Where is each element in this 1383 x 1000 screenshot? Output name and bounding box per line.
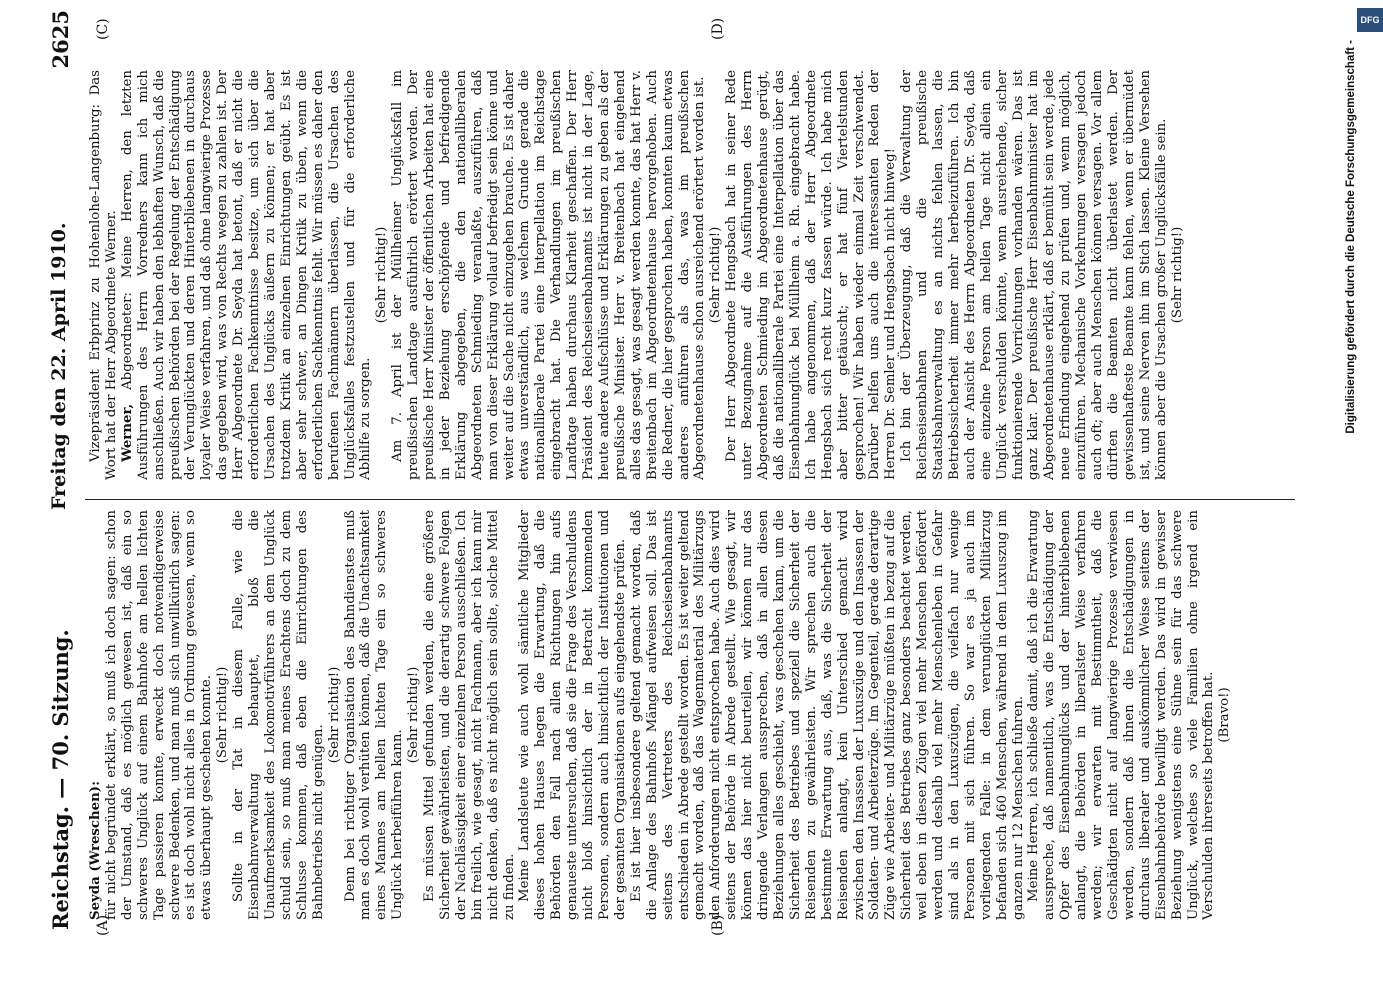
paragraph: Abgeordneter: Meine Herren, den letzten Ausführungen des Herrn Vorredners kann ich mich anschließen. Auch wir haben den lebhaften Wunsch, daß die preußischen Behörden bei der Regelung der Entschädigung der Verunglückten und deren Hinterbliebenen in durchaus loyaler Weise verfahren, und daß ohne langwierige Prozesse das gegeben wird, was von Rechts wegen zu zahlen ist. Der Herr Abgeordnete Dr. Seyda hat betont, daß er nicht die erforderlichen Fachkenntnisse besitze, um sich über die Ursachen des Unglücks äußern zu können; er hat aber trotzdem Kritik an einzelnen Einrichtungen geübt. Es ist aber sehr schwer, an Dingen Kritik zu üben, wenn die erforderlichen Sachkenntnis fehlt. Wir müssen es daher den berufenen Fachmännern überlassen, die Ursachen des Unglücksfalles festzustellen und für die erforderliche Abhilfe zu sorgen. xyxy=(119,70,374,480)
paragraph: Vizepräsident Erbprinz zu Hohenlohe-Langenburg: Das Wort hat der Herr Abgeordnete Werner. xyxy=(88,70,119,480)
paragraph: Meine Herren, ich schließe damit, daß ich die Erwartung ausspreche, daß namentlich, was die Entschädigung der Opfer des Eisenbahnunglücks und der hinterbliebenen anlangt, die Behörden in liberalster Weise verfahren werden; wir erwarten mit Bestimmtheit, daß die Geschädigten nicht auf langwierige Prozesse verwiesen werden, sondern daß ihnen die Entschädigungen in durchaus liberaler und auskömmlicher Weise seitens der Eisenbahnbehörde bewilligt werden. Das wird in gewisser Beziehung wenigstens eine Sühne sein für das schwere Unglück, welches so viele Familien ohne irgend ein Verschulden ihrerseits betroffen hat. xyxy=(1026,510,1217,920)
digitization-note xyxy=(1345,40,1383,960)
paragraph: Am 7. April ist der Müllheimer Unglücksfall im preußischen Landtage ausführlich erörtert worden. Der preußische Herr Minister der öffentlichen Arbeiten hat eine in jeder Beziehung erschöpfende und befriedigende Erklärung abgegeben, die den nationalliberalen Abgeordneten Schmieding veranlaßte, auszuführen, daß man von dieser Erklärung vollauf befriedigt sein könne und weiter auf die Sache nicht einzugehen brauche. Es ist daher etwas unverständlich, aus welchem Grunde gerade die nationalliberale Partei eine Interpellation im Reichstage eingebracht hat. Die Verhandlungen im preußischen Landtage haben durchaus Klarheit geschaffen. Der Herr Präsident des Reichseisenbahnamts ist nicht in der Lage, heute andere Aufschlüsse und Erklärungen zu geben als der preußische Minister. Herr v. Breitenbach hat eingehend alles das gesagt, was gesagt werden konnte, das hat Herr v. Breitenbach im Abgeordnetenhause hervorgehoben. Auch die Redner, die hier gesprochen haben, konnten kaum etwas anderes anführen als das, was im preußischen Abgeordnetenhause schon ausreichend erörtert worden ist. xyxy=(390,70,708,480)
margin-mark-d: (D) xyxy=(710,17,726,40)
page-number: 2625 xyxy=(48,10,73,69)
interjection: (Sehr richtig!) xyxy=(406,666,422,764)
paragraph: Der Herr Abgeordnete Hengsbach hat in seiner Rede unter Bezugnahme auf die Ausführungen des Herrn Abgeordneten Schmieding im Abgeordnetenhause gerügt, daß die nationalliberale Partei eine Interpellation über das Eisenbahnunglück bei Müllheim a. Rh. eingebracht habe. Ich habe angenommen, daß der Herr Abgeordnete Hengsbach sich recht kurz fassen würde. Ich habe mich aber bitter getäuscht; er hat fünf Viertelstunden gesprochen! Wir haben wieder einmal Zeit verschwendet. Darüber helfen uns auch die interessanten Reden der Herren Dr. Semler und Hengsbach nicht hinweg! xyxy=(724,70,899,480)
header-date: Freitag den 22. April 1910. xyxy=(48,222,70,510)
page-header xyxy=(40,10,84,930)
interjection: (Sehr richtig!) xyxy=(374,226,390,324)
column-rule xyxy=(85,499,1295,500)
interjection: (Sehr richtig!) xyxy=(1169,226,1185,324)
margin-mark-c: (C) xyxy=(95,18,111,40)
interjection: (Bravo!) xyxy=(1217,687,1233,743)
margin-mark-a: (A) xyxy=(95,914,111,936)
paragraph: für nicht begründet erklärt, so muß ich doch sagen: schon der Umstand, daß es möglich gewesen ist, daß ein so schweres Unglück auf einem Bahnhofe am hellen lichten Tage passieren konnte, erweckt doch notwendigerweise schwere Bedenken, und man muß sich unwillkürlich sagen: es ist doch wohl nicht alles in Ordnung gewesen, wenn so etwas überhaupt geschehen konnte. xyxy=(103,510,215,920)
header-session: Reichstag. — 70. Sitzung. xyxy=(48,629,73,930)
paragraph: Es ist hier insbesondere geltend gemacht worden, daß die Anlage des Bahnhofs Mängel aufweisen soll. Das ist seitens des Vertreters des Reichseisenbahnamts entschieden in Abrede gestellt worden. Es ist weiter geltend gemacht worden, daß das Wagenmaterial des Militärzugs den Anforderungen nicht entsprochen habe. Auch dies wird seitens der Behörde in Abrede gestellt. Wie gesagt, wir können das hier nicht beurteilen, wir können nur das dringende Verlangen aussprechen, daß in allen diesen Beziehungen alles geschieht, was geschehen kann, um die Sicherheit des Betriebes und speziell die Sicherheit der Reisenden zu gewährleisten. Wir sprechen auch die bestimmte Erwartung aus, daß, was die Sicherheit der Reisenden anlangt, kein Unterschied gemacht wird zwischen den Insassen der Luxuszüge und den Insassen der Soldaten- und Arbeiterzüge. Im Gegenteil, gerade derartige Züge wie Arbeiter- und Militärzüge müßten in bezug auf die Sicherheit des Betriebes ganz besonders beachtet werden, weil eben in diesen Zügen viel mehr Menschen befördert werden und deshalb viel mehr Menschenleben in Gefahr sind als in den Luxuszügen, die vielfach nur wenige Personen mit sich führen. So war es ja auch im vorliegenden Falle: in dem verunglückten Militärzug befanden sich 460 Menschen, während in dem Luxuszug im ganzen nur 12 Menschen fuhren. xyxy=(628,510,1026,920)
interjection: (Sehr richtig!) xyxy=(215,666,231,764)
left-column xyxy=(88,510,1293,920)
interjection: (Sehr richtig!) xyxy=(708,226,724,324)
paragraph: Sollte in der Tat in diesem Falle, wie die Eisenbahnverwaltung behauptet, bloß die Unaufmerksamkeit des Lokomotivführers an dem Unglück schuld sein, so muß man meines Erachtens doch zu dem Schlusse kommen, daß eben die Einrichtungen des Bahnbetriebs nicht genügen. xyxy=(231,510,326,920)
speaker-name: Werner, xyxy=(119,403,135,462)
paragraph: Es müssen Mittel gefunden werden, die eine größere Sicherheit gewährleisten, und die derartig schwere Folgen der Nachlässigkeit einer einzelnen Person ausschließen. Ich bin freilich, wie gesagt, nicht Fachmann, aber ich kann mir nicht denken, daß es nicht möglich sein sollte, solche Mittel zu finden. xyxy=(422,510,517,920)
digitization-text: Digitalisierung gefördert durch die Deutsche Forschungsgemeinschaft - xyxy=(1345,40,1357,434)
dfg-logo: DFG xyxy=(1357,8,1383,32)
paragraph: Meine Landsleute wie auch wohl sämtliche Mitglieder dieses hohen Hauses hegen die Erwartung, daß die Behörden den Fall nach allen Richtungen hin aufs genaueste untersuchen, daß sie die Frage des Verschuldens nicht bloß hinsichtlich der in Betracht kommenden Personen, sondern auch hinsichtlich der Institutionen und der gesamten Organisationen aufs eingehendste prüfen. xyxy=(517,510,628,920)
paragraph: Denn bei richtiger Organisation des Bahndienstes muß man es doch wohl verhüten können, daß die Unachtsamkeit eines Mannes am hellen lichten Tage ein so schweres Unglück herbeiführen kann. xyxy=(342,510,406,920)
margin-mark-b: (B) xyxy=(710,914,726,936)
speaker-tag: Seyda (Wreschen): xyxy=(88,780,103,920)
paragraph: Ich bin der Überzeugung, daß die Verwaltung der Reichseisenbahnen und die preußische Staatsbahnverwaltung es an nichts fehlen lassen, die Betriebssicherheit immer mehr herbeizuführen. Ich bin auch der Ansicht des Herrn Abgeordneten Dr. Seyda, daß eine einzelne Person am hellen Tage nicht allein ein Unglück verschulden könnte, wenn ausreichende, sicher funktionierende Vorrichtungen vorhanden wären. Das ist ganz klar. Der preußische Herr Eisenbahnminister hat im Abgeordnetenhause erklärt, daß er bemüht sein werde, jede neue Erfindung eingehend zu prüfen und, wenn möglich, einzuführen. Mechanische Vorkehrungen versagen jedoch auch oft; aber auch Menschen können versagen. Vor allem dürften die Beamten nicht überlastet werden. Der gewissenhafteste Beamte kann fehlen, wenn er übermüdet ist, und seine Nerven ihn im Stich lassen. Kleine Versehen können aber die Ursachen großer Unglücksfälle sein. xyxy=(899,70,1169,480)
interjection: (Sehr richtig!) xyxy=(326,666,342,764)
right-column xyxy=(88,70,1293,480)
